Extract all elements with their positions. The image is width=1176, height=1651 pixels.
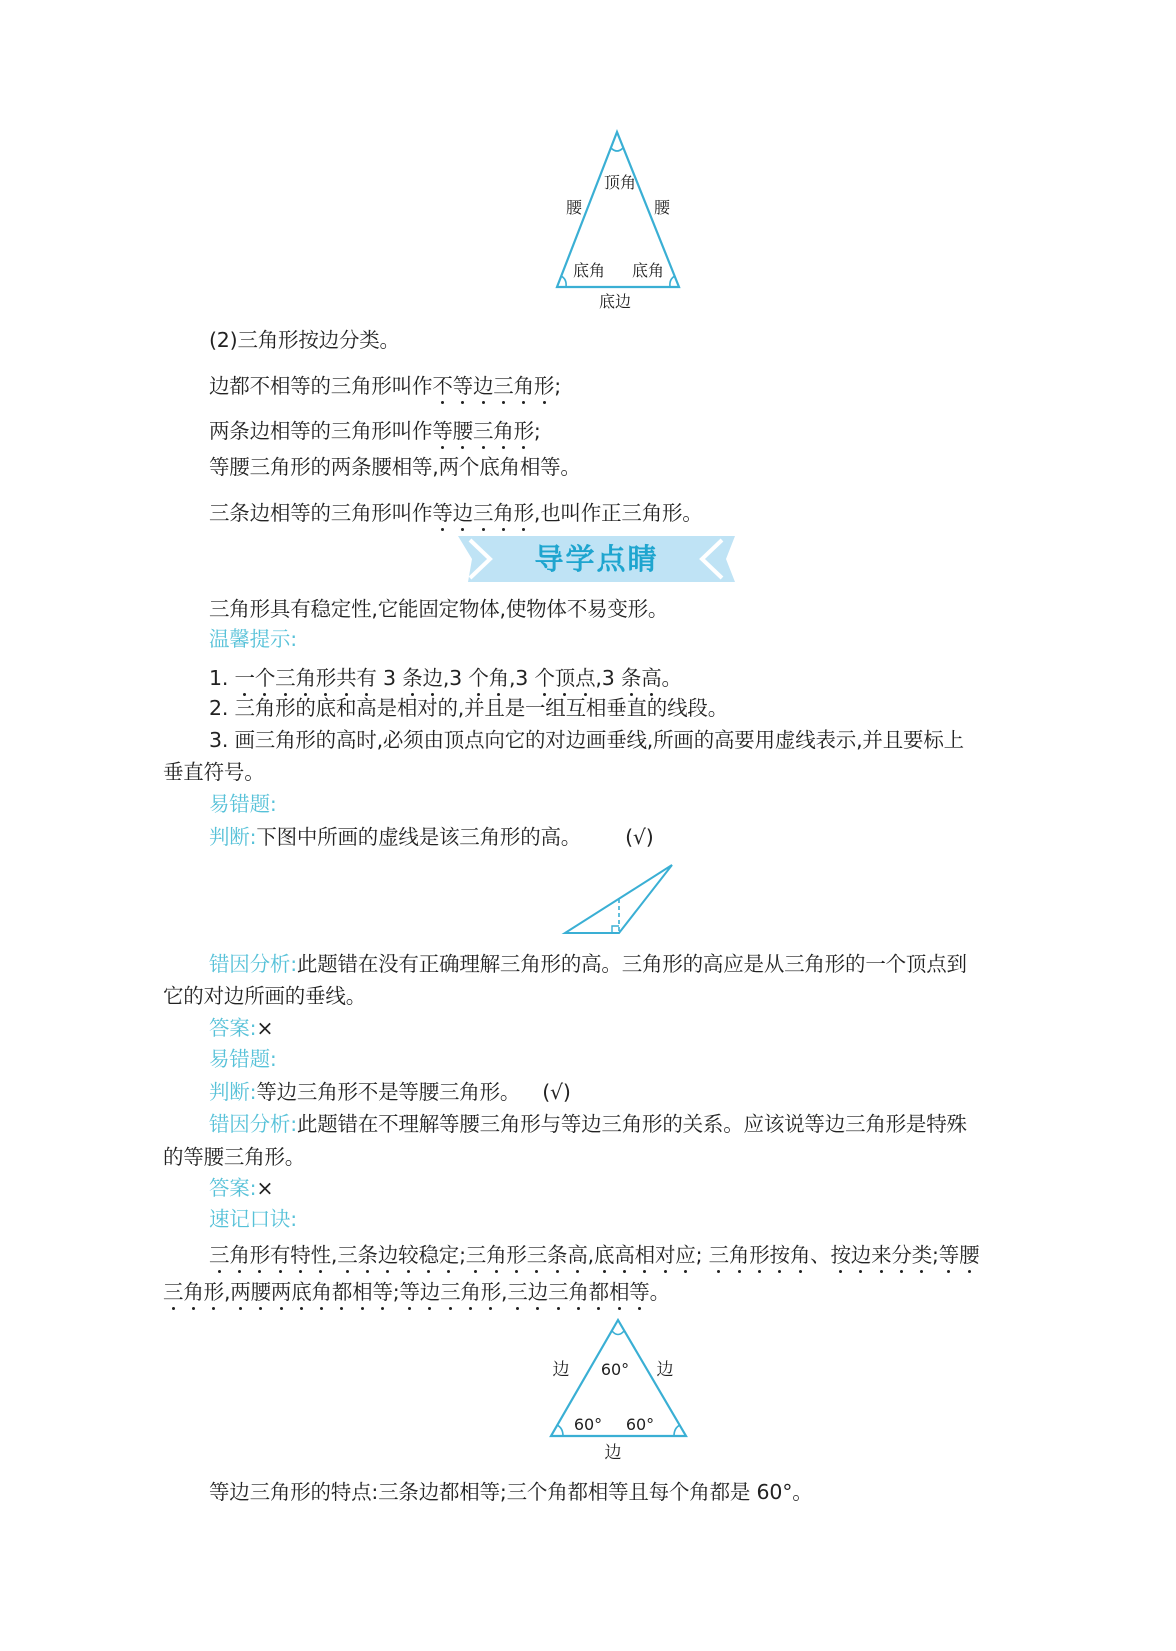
base-left-angle-arc [557,1425,563,1436]
mistake-2-answer-label: 答案: [209,1176,257,1200]
right-angle-mark [612,926,619,933]
tip-2: 2. 三角形的底和高是相对的,并且是一组互相垂直的线段。 [209,696,728,720]
apex-angle-label: 60° [600,1360,630,1379]
equilateral-suffix: ,也叫作正三角形。 [533,501,703,525]
mistake-2-analysis-line-2: 的等腰三角形。 [163,1145,306,1169]
equilateral-prefix: 三条边相等的三角形叫作 [209,501,433,525]
mistake-1-analysis-label: 错因分析: [209,952,297,976]
isosceles-prefix: 两条边相等的三角形叫作 [209,419,433,443]
tip-1-text: 1. 一个三角形共有 3 条边,3 个角,3 个顶点,3 条高。 [209,666,682,690]
mistake-1-analysis-line-1 [209,951,967,977]
mistake-2-answer [209,1175,273,1201]
mistake-1-label: 易错题: [209,792,277,816]
mistake-2-analysis-line-1 [209,1111,967,1137]
obtuse-triangle-figure [555,858,680,938]
scalene-suffix: ; [554,374,561,398]
mistake-2-label: 易错题: [209,1047,277,1071]
equilateral-triangle-figure [530,1310,710,1470]
mnemonic-line-2-text: 三角形,两腰两底角都相等;等边三角形,三边三角都相等。 [163,1280,670,1304]
mnemonic-line-1-text: 三角形有特性,三条边较稳定;三角形三条高,底高相对应; 三角形按角、按边来分类;等腰 [209,1243,980,1267]
side-left-label: 边 [552,1360,570,1380]
mistake-1-judge [209,824,654,850]
equilateral-term: 等边三角形 [432,501,534,525]
mistake-2-analysis-label: 错因分析: [209,1112,297,1136]
isosceles-triangle-figure [520,120,720,320]
mistake-1-answer-value: × [256,1016,274,1040]
tip-1 [209,665,682,691]
mistake-1-analysis-line-2: 它的对边所画的垂线。 [163,984,366,1008]
mistake-2-judge [209,1079,571,1105]
mistake-2-judge-label: 判断: [209,1080,257,1104]
base-left-angle-label: 底角 [572,261,606,280]
scalene-term: 不等边三角形 [432,374,555,398]
tip-3-line-1: 3. 画三角形的高时,必须由顶点向它的对边画垂线,所画的高要用虚线表示,并且要标上 [209,728,964,752]
scalene-definition [209,373,561,399]
apex-angle-label: 顶角 [603,173,637,192]
apex-angle-arc [611,148,623,151]
isosceles-term: 等腰三角形 [432,419,534,443]
mistake-1-judge-text: 下图中所画的虚线是该三角形的高。 [256,825,582,849]
isosceles-suffix: ; [533,419,541,443]
mistake-2-answer-value: × [256,1176,274,1200]
base-left-angle-label: 60° [573,1415,603,1434]
mnemonic-line-2 [163,1279,670,1305]
mistake-1-answer-label: 答案: [209,1016,257,1040]
scalene-prefix: 边都不相等的三角形叫作 [209,374,433,398]
base-right-angle-arc [674,1425,680,1436]
base-label: 底边 [598,292,632,311]
mnemonic-line-1 [209,1242,979,1268]
isosceles-note: 等腰三角形的两条腰相等,两个底角相等。 [209,455,581,479]
base-right-angle-label: 60° [625,1415,655,1434]
side-right-label: 边 [656,1360,674,1380]
equilateral-definition [209,500,703,526]
stability-text: 三角形具有稳定性,它能固定物体,使物体不易变形。 [209,597,669,621]
mnemonic-label: 速记口诀: [209,1207,297,1231]
classification-heading: (2)三角形按边分类。 [209,328,400,352]
mistake-1-answer [209,1015,273,1041]
mistake-2-analysis-text: 此题错在不理解等腰三角形与等边三角形的关系。应该说等边三角形是特殊 [296,1112,967,1136]
base-right-angle-label: 底角 [631,261,665,280]
mistake-2-judge-mark: (√) [542,1080,571,1104]
equilateral-feature: 等边三角形的特点:三条边都相等;三个角都相等且每个角都是 60°。 [209,1480,813,1504]
mistake-1-judge-mark: (√) [625,825,654,849]
isosceles-definition [209,418,541,444]
base-label: 边 [604,1443,622,1463]
apex-angle-arc [612,1331,624,1335]
leg-left-label: 腰 [565,198,583,217]
leg-right-label: 腰 [653,198,671,217]
section-banner-title: 导学点睛 [534,542,659,576]
tip-3-line-2: 垂直符号。 [163,760,265,784]
mistake-2-judge-text: 等边三角形不是等腰三角形。 [256,1080,521,1104]
mistake-1-analysis-text: 此题错在没有正确理解三角形的高。三角形的高应是从三角形的一个顶点到 [296,952,967,976]
mistake-1-judge-label: 判断: [209,825,257,849]
tips-label: 温馨提示: [209,627,297,651]
